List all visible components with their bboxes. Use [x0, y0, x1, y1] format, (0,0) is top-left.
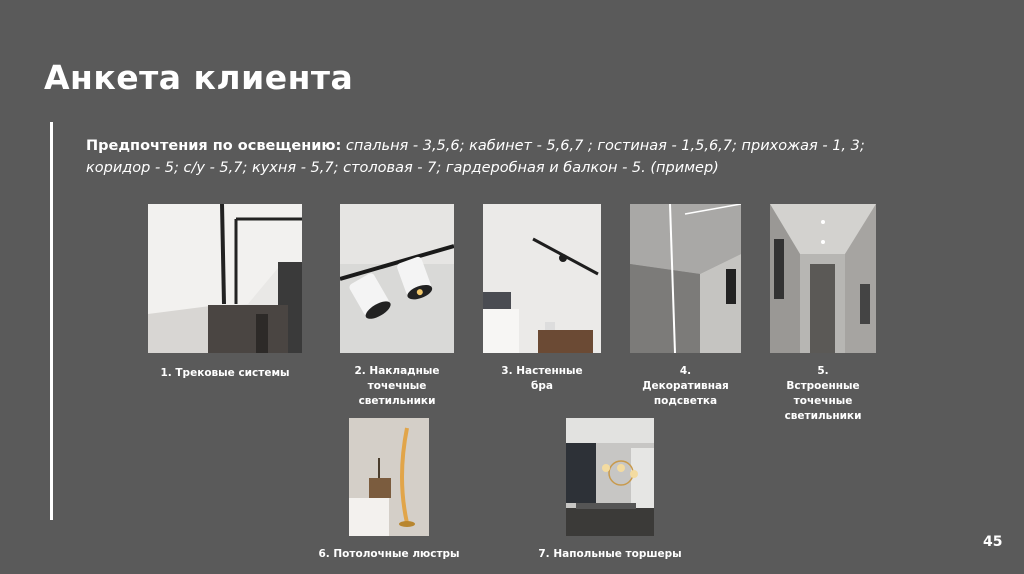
chandelier-photo — [566, 418, 654, 536]
recessed-spotlights-photo — [770, 204, 876, 353]
caption-ceiling-chandeliers: 6. Потолочные люстры — [318, 548, 460, 560]
caption-track-systems: 1. Трековые системы — [160, 367, 290, 379]
slide-title: Анкета клиента — [44, 58, 354, 97]
wall-sconce-photo — [483, 204, 601, 353]
surface-spotlights-photo — [340, 204, 454, 353]
page-number: 45 — [983, 534, 1003, 550]
prefs-line-2: коридор - 5; с/у - 5,7; кухня - 5,7; столовая - 7; гардеробная и балкон - 5. (пример) — [86, 160, 719, 176]
prefs-line-1: спальня - 3,5,6; кабинет - 5,6,7 ; гостиная - 1,5,6,7; прихожая - 1, 3; — [341, 138, 865, 154]
caption-floor-lamps: 7. Напольные торшеры — [538, 548, 682, 560]
decorative-lighting-photo — [630, 204, 741, 353]
caption-recessed-spotlights: 5. Встроенные точечные светильники — [784, 365, 862, 422]
caption-wall-sconces: 3. Настенные бра — [501, 365, 583, 392]
accent-divider — [50, 122, 53, 520]
lighting-preferences — [86, 135, 886, 179]
track-lighting-photo — [148, 204, 302, 353]
prefs-label: Предпочтения по освещению: — [86, 138, 342, 154]
caption-surface-spotlights: 2. Накладные точечные светильники — [354, 365, 440, 407]
caption-decorative-lighting: 4. Декоративная подсветка — [642, 365, 729, 407]
floor-lamp-photo — [349, 418, 429, 536]
